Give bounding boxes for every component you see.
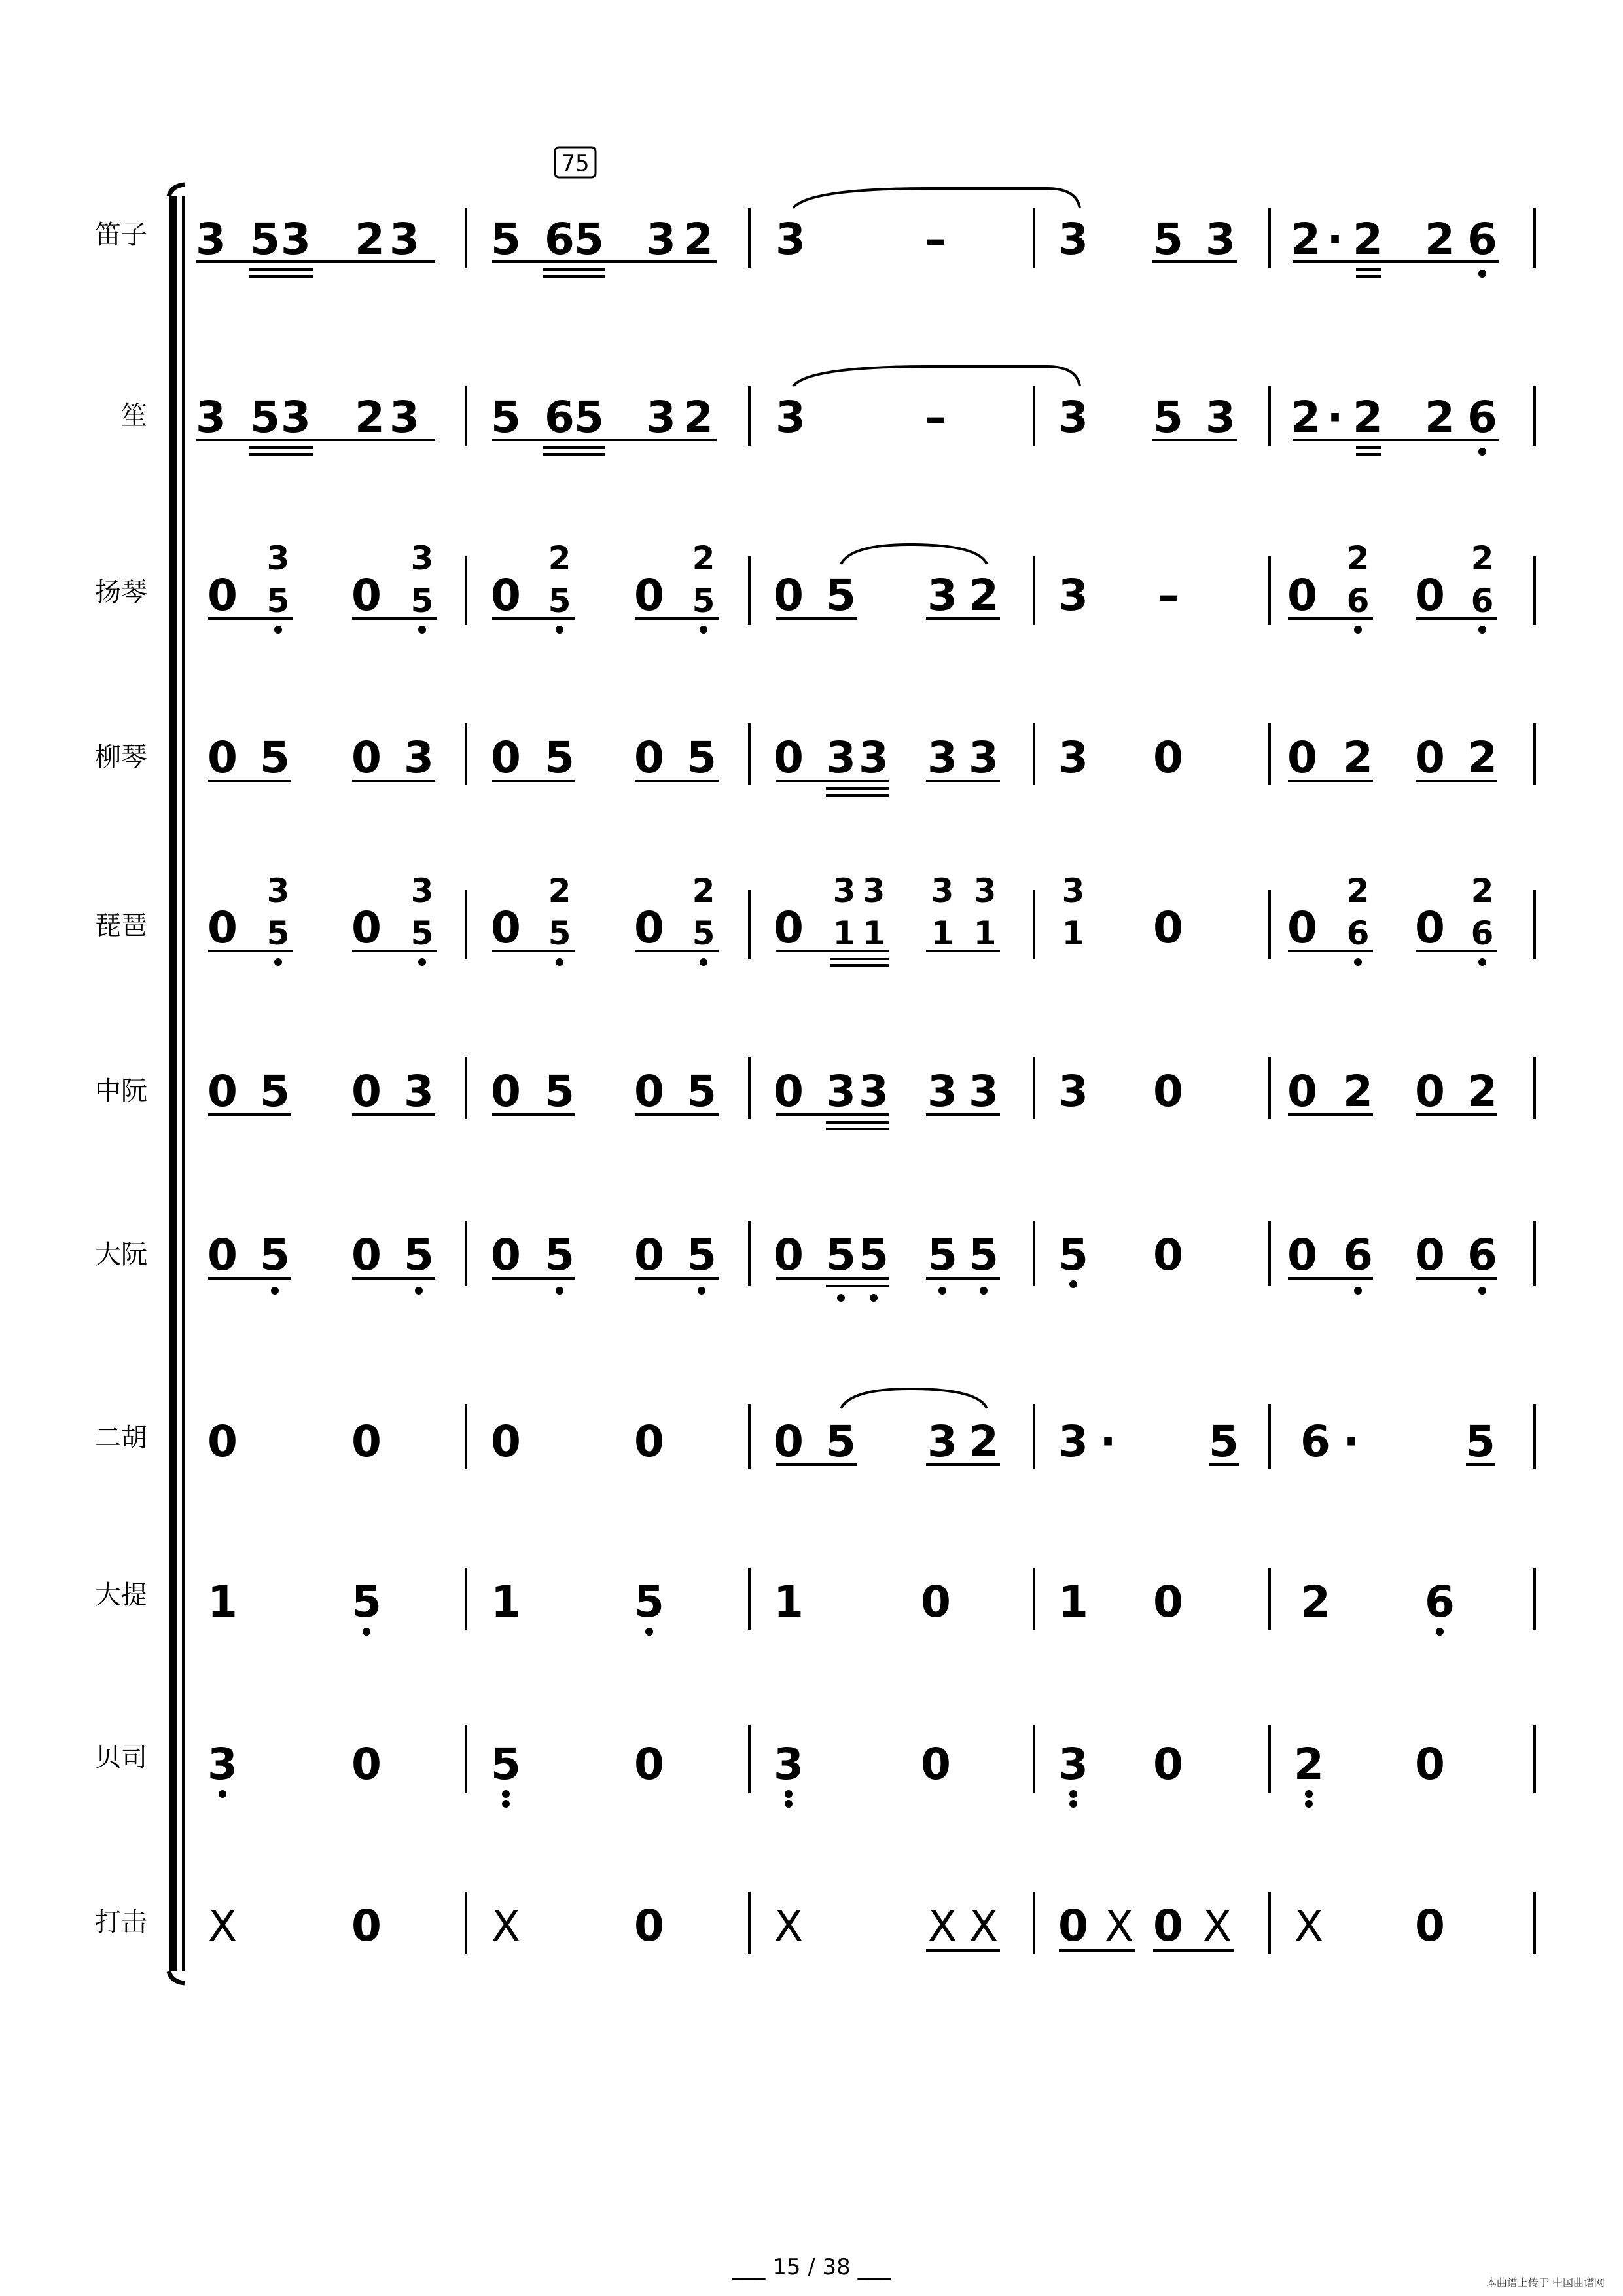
svg-text:0: 0 bbox=[774, 1066, 804, 1117]
label-dizi: 笛子 bbox=[95, 220, 147, 250]
staff-beisi bbox=[207, 1725, 1535, 1808]
svg-text:0: 0 bbox=[1415, 1901, 1445, 1951]
svg-text:0: 0 bbox=[491, 570, 521, 620]
svg-text:6: 6 bbox=[1467, 392, 1497, 442]
svg-text:0: 0 bbox=[1153, 1066, 1183, 1117]
svg-text:X: X bbox=[928, 1903, 957, 1951]
svg-text:0: 0 bbox=[207, 732, 238, 783]
svg-text:6: 6 bbox=[544, 214, 575, 264]
svg-text:3: 3 bbox=[776, 214, 806, 264]
svg-text:2: 2 bbox=[1471, 872, 1494, 910]
svg-text:0: 0 bbox=[491, 903, 521, 953]
svg-text:0: 0 bbox=[634, 1416, 664, 1467]
svg-text:3: 3 bbox=[859, 732, 889, 783]
svg-text:0: 0 bbox=[774, 732, 804, 783]
svg-text:0: 0 bbox=[1415, 570, 1445, 620]
svg-text:0: 0 bbox=[1287, 570, 1317, 620]
svg-text:2: 2 bbox=[1471, 539, 1494, 577]
svg-text:0: 0 bbox=[634, 903, 664, 953]
svg-text:0: 0 bbox=[491, 732, 521, 783]
svg-text:3: 3 bbox=[927, 570, 957, 620]
svg-text:6: 6 bbox=[544, 392, 575, 442]
svg-text:5: 5 bbox=[692, 582, 715, 620]
svg-text:3: 3 bbox=[1058, 570, 1088, 620]
svg-text:3: 3 bbox=[389, 214, 419, 264]
svg-text:2: 2 bbox=[1353, 392, 1383, 442]
svg-text:0: 0 bbox=[1153, 1577, 1183, 1627]
svg-text:5: 5 bbox=[927, 1230, 957, 1280]
page-number: ___ 15 / 38 ___ bbox=[732, 2254, 891, 2280]
svg-text:2: 2 bbox=[1425, 214, 1455, 264]
svg-text:3: 3 bbox=[266, 539, 290, 577]
svg-text:2: 2 bbox=[1425, 392, 1455, 442]
svg-text:5: 5 bbox=[250, 392, 280, 442]
svg-text:3: 3 bbox=[969, 1066, 999, 1117]
svg-text:3: 3 bbox=[931, 872, 954, 910]
label-daruan: 大阮 bbox=[95, 1240, 147, 1270]
svg-text:3: 3 bbox=[196, 392, 226, 442]
svg-text:2: 2 bbox=[969, 570, 999, 620]
svg-text:5: 5 bbox=[491, 1739, 521, 1789]
svg-text:2: 2 bbox=[692, 539, 715, 577]
staff-sheng bbox=[196, 367, 1535, 456]
svg-text:0: 0 bbox=[634, 1230, 664, 1280]
svg-text:2: 2 bbox=[683, 392, 713, 442]
svg-text:0: 0 bbox=[1058, 1901, 1088, 1951]
svg-text:0: 0 bbox=[774, 570, 804, 620]
footer-credit: 本曲谱上传于 中国曲谱网 bbox=[1486, 2276, 1605, 2289]
svg-text:6: 6 bbox=[1300, 1416, 1330, 1467]
svg-text:0: 0 bbox=[1287, 1066, 1317, 1117]
rehearsal-mark-text: 75 bbox=[561, 151, 590, 177]
svg-text:·: · bbox=[1327, 214, 1344, 264]
svg-text:5: 5 bbox=[1153, 214, 1183, 264]
svg-text:1: 1 bbox=[207, 1577, 238, 1627]
svg-text:2: 2 bbox=[1294, 1739, 1324, 1789]
svg-text:3: 3 bbox=[404, 1066, 434, 1117]
staff-daruan bbox=[207, 1221, 1535, 1302]
svg-text:2: 2 bbox=[1346, 539, 1370, 577]
svg-text:1: 1 bbox=[1058, 1577, 1088, 1627]
svg-text:6: 6 bbox=[1471, 582, 1494, 620]
svg-text:3: 3 bbox=[927, 1416, 957, 1467]
svg-text:5: 5 bbox=[404, 1230, 434, 1280]
svg-text:3: 3 bbox=[969, 732, 999, 783]
svg-text:·: · bbox=[1343, 1416, 1360, 1467]
svg-text:0: 0 bbox=[1415, 1739, 1445, 1789]
svg-text:X: X bbox=[1294, 1903, 1323, 1951]
svg-text:5: 5 bbox=[410, 914, 434, 952]
svg-text:–: – bbox=[925, 392, 947, 442]
staff-dizi bbox=[196, 188, 1535, 278]
svg-text:5: 5 bbox=[969, 1230, 999, 1280]
svg-text:5: 5 bbox=[544, 732, 575, 783]
svg-text:3: 3 bbox=[1058, 732, 1088, 783]
svg-text:0: 0 bbox=[634, 732, 664, 783]
svg-text:5: 5 bbox=[1058, 1230, 1088, 1280]
system-bracket bbox=[169, 185, 185, 1983]
staff-dati bbox=[207, 1568, 1535, 1636]
svg-text:5: 5 bbox=[687, 1066, 717, 1117]
svg-text:5: 5 bbox=[266, 582, 290, 620]
svg-text:0: 0 bbox=[491, 1066, 521, 1117]
svg-text:3: 3 bbox=[1058, 214, 1088, 264]
svg-text:5: 5 bbox=[250, 214, 280, 264]
svg-text:0: 0 bbox=[634, 1739, 664, 1789]
svg-text:2: 2 bbox=[1291, 214, 1321, 264]
svg-text:5: 5 bbox=[351, 1577, 382, 1627]
svg-text:5: 5 bbox=[260, 1230, 290, 1280]
svg-text:6: 6 bbox=[1467, 214, 1497, 264]
svg-text:0: 0 bbox=[351, 1739, 382, 1789]
svg-text:0: 0 bbox=[1287, 1230, 1317, 1280]
svg-text:1: 1 bbox=[973, 914, 997, 952]
label-pipa: 琵琶 bbox=[95, 911, 147, 941]
svg-text:6: 6 bbox=[1471, 914, 1494, 952]
svg-text:5: 5 bbox=[544, 1230, 575, 1280]
svg-text:3: 3 bbox=[266, 872, 290, 910]
svg-text:3: 3 bbox=[927, 1066, 957, 1117]
svg-text:–: – bbox=[1157, 570, 1179, 620]
svg-text:2: 2 bbox=[548, 872, 571, 910]
svg-text:3: 3 bbox=[973, 872, 997, 910]
svg-text:0: 0 bbox=[774, 1416, 804, 1467]
svg-text:0: 0 bbox=[351, 1901, 382, 1951]
svg-text:3: 3 bbox=[196, 214, 226, 264]
svg-text:3: 3 bbox=[389, 392, 419, 442]
svg-text:2: 2 bbox=[355, 392, 385, 442]
svg-text:3: 3 bbox=[404, 732, 434, 783]
svg-text:3: 3 bbox=[1205, 392, 1236, 442]
svg-text:3: 3 bbox=[1058, 1066, 1088, 1117]
svg-text:6: 6 bbox=[1346, 582, 1370, 620]
svg-text:X: X bbox=[491, 1903, 520, 1951]
svg-text:0: 0 bbox=[1415, 1230, 1445, 1280]
svg-text:3: 3 bbox=[281, 392, 311, 442]
svg-text:0: 0 bbox=[774, 1230, 804, 1280]
svg-text:3: 3 bbox=[646, 214, 676, 264]
svg-text:X: X bbox=[969, 1903, 998, 1951]
svg-text:2: 2 bbox=[692, 872, 715, 910]
svg-text:5: 5 bbox=[410, 582, 434, 620]
svg-text:5: 5 bbox=[826, 1230, 856, 1280]
svg-text:0: 0 bbox=[207, 570, 238, 620]
svg-text:1: 1 bbox=[774, 1577, 804, 1627]
svg-text:6: 6 bbox=[1467, 1230, 1497, 1280]
svg-text:5: 5 bbox=[548, 582, 571, 620]
svg-text:3: 3 bbox=[646, 392, 676, 442]
staff-pipa bbox=[207, 872, 1535, 966]
svg-text:5: 5 bbox=[826, 1416, 856, 1467]
label-liuqin: 柳琴 bbox=[95, 742, 147, 772]
svg-text:5: 5 bbox=[859, 1230, 889, 1280]
svg-text:X: X bbox=[208, 1903, 237, 1951]
svg-text:2: 2 bbox=[1353, 214, 1383, 264]
svg-text:X: X bbox=[1203, 1903, 1232, 1951]
svg-text:5: 5 bbox=[491, 392, 521, 442]
svg-text:2: 2 bbox=[1300, 1577, 1330, 1627]
svg-text:3: 3 bbox=[1058, 392, 1088, 442]
svg-text:1: 1 bbox=[1061, 914, 1085, 952]
svg-text:0: 0 bbox=[1415, 903, 1445, 953]
svg-text:2: 2 bbox=[1343, 732, 1373, 783]
staff-yangqin bbox=[207, 539, 1535, 634]
label-daji: 打击 bbox=[95, 1907, 147, 1937]
svg-text:3: 3 bbox=[859, 1066, 889, 1117]
svg-text:X: X bbox=[774, 1903, 803, 1951]
svg-text:0: 0 bbox=[207, 1416, 238, 1467]
svg-text:3: 3 bbox=[1058, 1416, 1088, 1467]
svg-text:·: · bbox=[1099, 1416, 1116, 1467]
svg-text:3: 3 bbox=[1205, 214, 1236, 264]
svg-text:3: 3 bbox=[832, 872, 856, 910]
svg-text:2: 2 bbox=[683, 214, 713, 264]
svg-text:0: 0 bbox=[1415, 1066, 1445, 1117]
svg-text:5: 5 bbox=[544, 1066, 575, 1117]
svg-text:0: 0 bbox=[207, 1230, 238, 1280]
label-zhongruan: 中阮 bbox=[95, 1076, 147, 1106]
svg-text:2: 2 bbox=[1346, 872, 1370, 910]
label-beisi: 贝司 bbox=[95, 1742, 147, 1772]
svg-text:0: 0 bbox=[634, 1901, 664, 1951]
svg-text:2: 2 bbox=[548, 539, 571, 577]
svg-text:3: 3 bbox=[281, 214, 311, 264]
svg-text:0: 0 bbox=[351, 732, 382, 783]
svg-text:5: 5 bbox=[491, 214, 521, 264]
svg-text:1: 1 bbox=[832, 914, 856, 952]
svg-text:5: 5 bbox=[574, 392, 604, 442]
svg-text:·: · bbox=[1327, 392, 1344, 442]
svg-text:3: 3 bbox=[1061, 872, 1085, 910]
rehearsal-mark bbox=[555, 147, 596, 177]
svg-text:3: 3 bbox=[1058, 1739, 1088, 1789]
staff-daji bbox=[208, 1892, 1535, 1954]
svg-text:5: 5 bbox=[687, 1230, 717, 1280]
svg-text:2: 2 bbox=[1467, 1066, 1497, 1117]
svg-text:2: 2 bbox=[1343, 1066, 1373, 1117]
svg-text:0: 0 bbox=[207, 903, 238, 953]
svg-text:3: 3 bbox=[410, 872, 434, 910]
svg-text:0: 0 bbox=[1287, 903, 1317, 953]
svg-text:0: 0 bbox=[921, 1577, 951, 1627]
svg-text:3: 3 bbox=[410, 539, 434, 577]
svg-text:0: 0 bbox=[774, 903, 804, 953]
svg-text:2: 2 bbox=[969, 1416, 999, 1467]
svg-text:1: 1 bbox=[862, 914, 885, 952]
svg-text:0: 0 bbox=[921, 1739, 951, 1789]
svg-text:0: 0 bbox=[1415, 732, 1445, 783]
svg-text:0: 0 bbox=[351, 1416, 382, 1467]
label-dati: 大提 bbox=[95, 1580, 147, 1610]
svg-text:5: 5 bbox=[548, 914, 571, 952]
svg-text:6: 6 bbox=[1425, 1577, 1455, 1627]
svg-text:5: 5 bbox=[260, 732, 290, 783]
svg-text:5: 5 bbox=[1153, 392, 1183, 442]
svg-text:0: 0 bbox=[1153, 903, 1183, 953]
svg-text:0: 0 bbox=[351, 1066, 382, 1117]
svg-text:3: 3 bbox=[927, 732, 957, 783]
svg-text:5: 5 bbox=[826, 570, 856, 620]
svg-text:3: 3 bbox=[776, 392, 806, 442]
svg-text:0: 0 bbox=[351, 570, 382, 620]
svg-text:0: 0 bbox=[351, 1230, 382, 1280]
svg-text:–: – bbox=[925, 214, 947, 264]
svg-text:3: 3 bbox=[826, 1066, 856, 1117]
svg-text:0: 0 bbox=[634, 570, 664, 620]
svg-text:0: 0 bbox=[634, 1066, 664, 1117]
label-sheng: 笙 bbox=[121, 401, 147, 431]
svg-text:5: 5 bbox=[1209, 1416, 1239, 1467]
instrument-labels bbox=[95, 220, 147, 1937]
staff-erhu bbox=[207, 1389, 1535, 1469]
svg-text:3: 3 bbox=[774, 1739, 804, 1789]
label-yangqin: 扬琴 bbox=[95, 577, 147, 607]
svg-text:X: X bbox=[1105, 1903, 1133, 1951]
svg-text:6: 6 bbox=[1346, 914, 1370, 952]
svg-text:3: 3 bbox=[207, 1739, 238, 1789]
svg-text:0: 0 bbox=[491, 1230, 521, 1280]
svg-text:3: 3 bbox=[862, 872, 885, 910]
svg-text:0: 0 bbox=[491, 1416, 521, 1467]
svg-text:5: 5 bbox=[687, 732, 717, 783]
svg-text:0: 0 bbox=[1153, 1230, 1183, 1280]
svg-text:5: 5 bbox=[266, 914, 290, 952]
svg-text:5: 5 bbox=[634, 1577, 664, 1627]
svg-text:0: 0 bbox=[1153, 1739, 1183, 1789]
svg-text:6: 6 bbox=[1343, 1230, 1373, 1280]
svg-text:5: 5 bbox=[574, 214, 604, 264]
svg-text:2: 2 bbox=[1291, 392, 1321, 442]
svg-text:5: 5 bbox=[692, 914, 715, 952]
svg-text:1: 1 bbox=[491, 1577, 521, 1627]
svg-text:1: 1 bbox=[931, 914, 954, 952]
svg-text:3: 3 bbox=[826, 732, 856, 783]
svg-text:0: 0 bbox=[207, 1066, 238, 1117]
label-erhu: 二胡 bbox=[95, 1423, 147, 1453]
svg-text:2: 2 bbox=[355, 214, 385, 264]
svg-text:5: 5 bbox=[260, 1066, 290, 1117]
svg-text:0: 0 bbox=[351, 903, 382, 953]
svg-text:2: 2 bbox=[1467, 732, 1497, 783]
staff-zhongruan bbox=[207, 1057, 1535, 1129]
svg-text:5: 5 bbox=[1465, 1416, 1495, 1467]
svg-text:0: 0 bbox=[1287, 732, 1317, 783]
staff-liuqin bbox=[207, 723, 1535, 795]
svg-text:0: 0 bbox=[1153, 1901, 1183, 1951]
svg-text:0: 0 bbox=[1153, 732, 1183, 783]
